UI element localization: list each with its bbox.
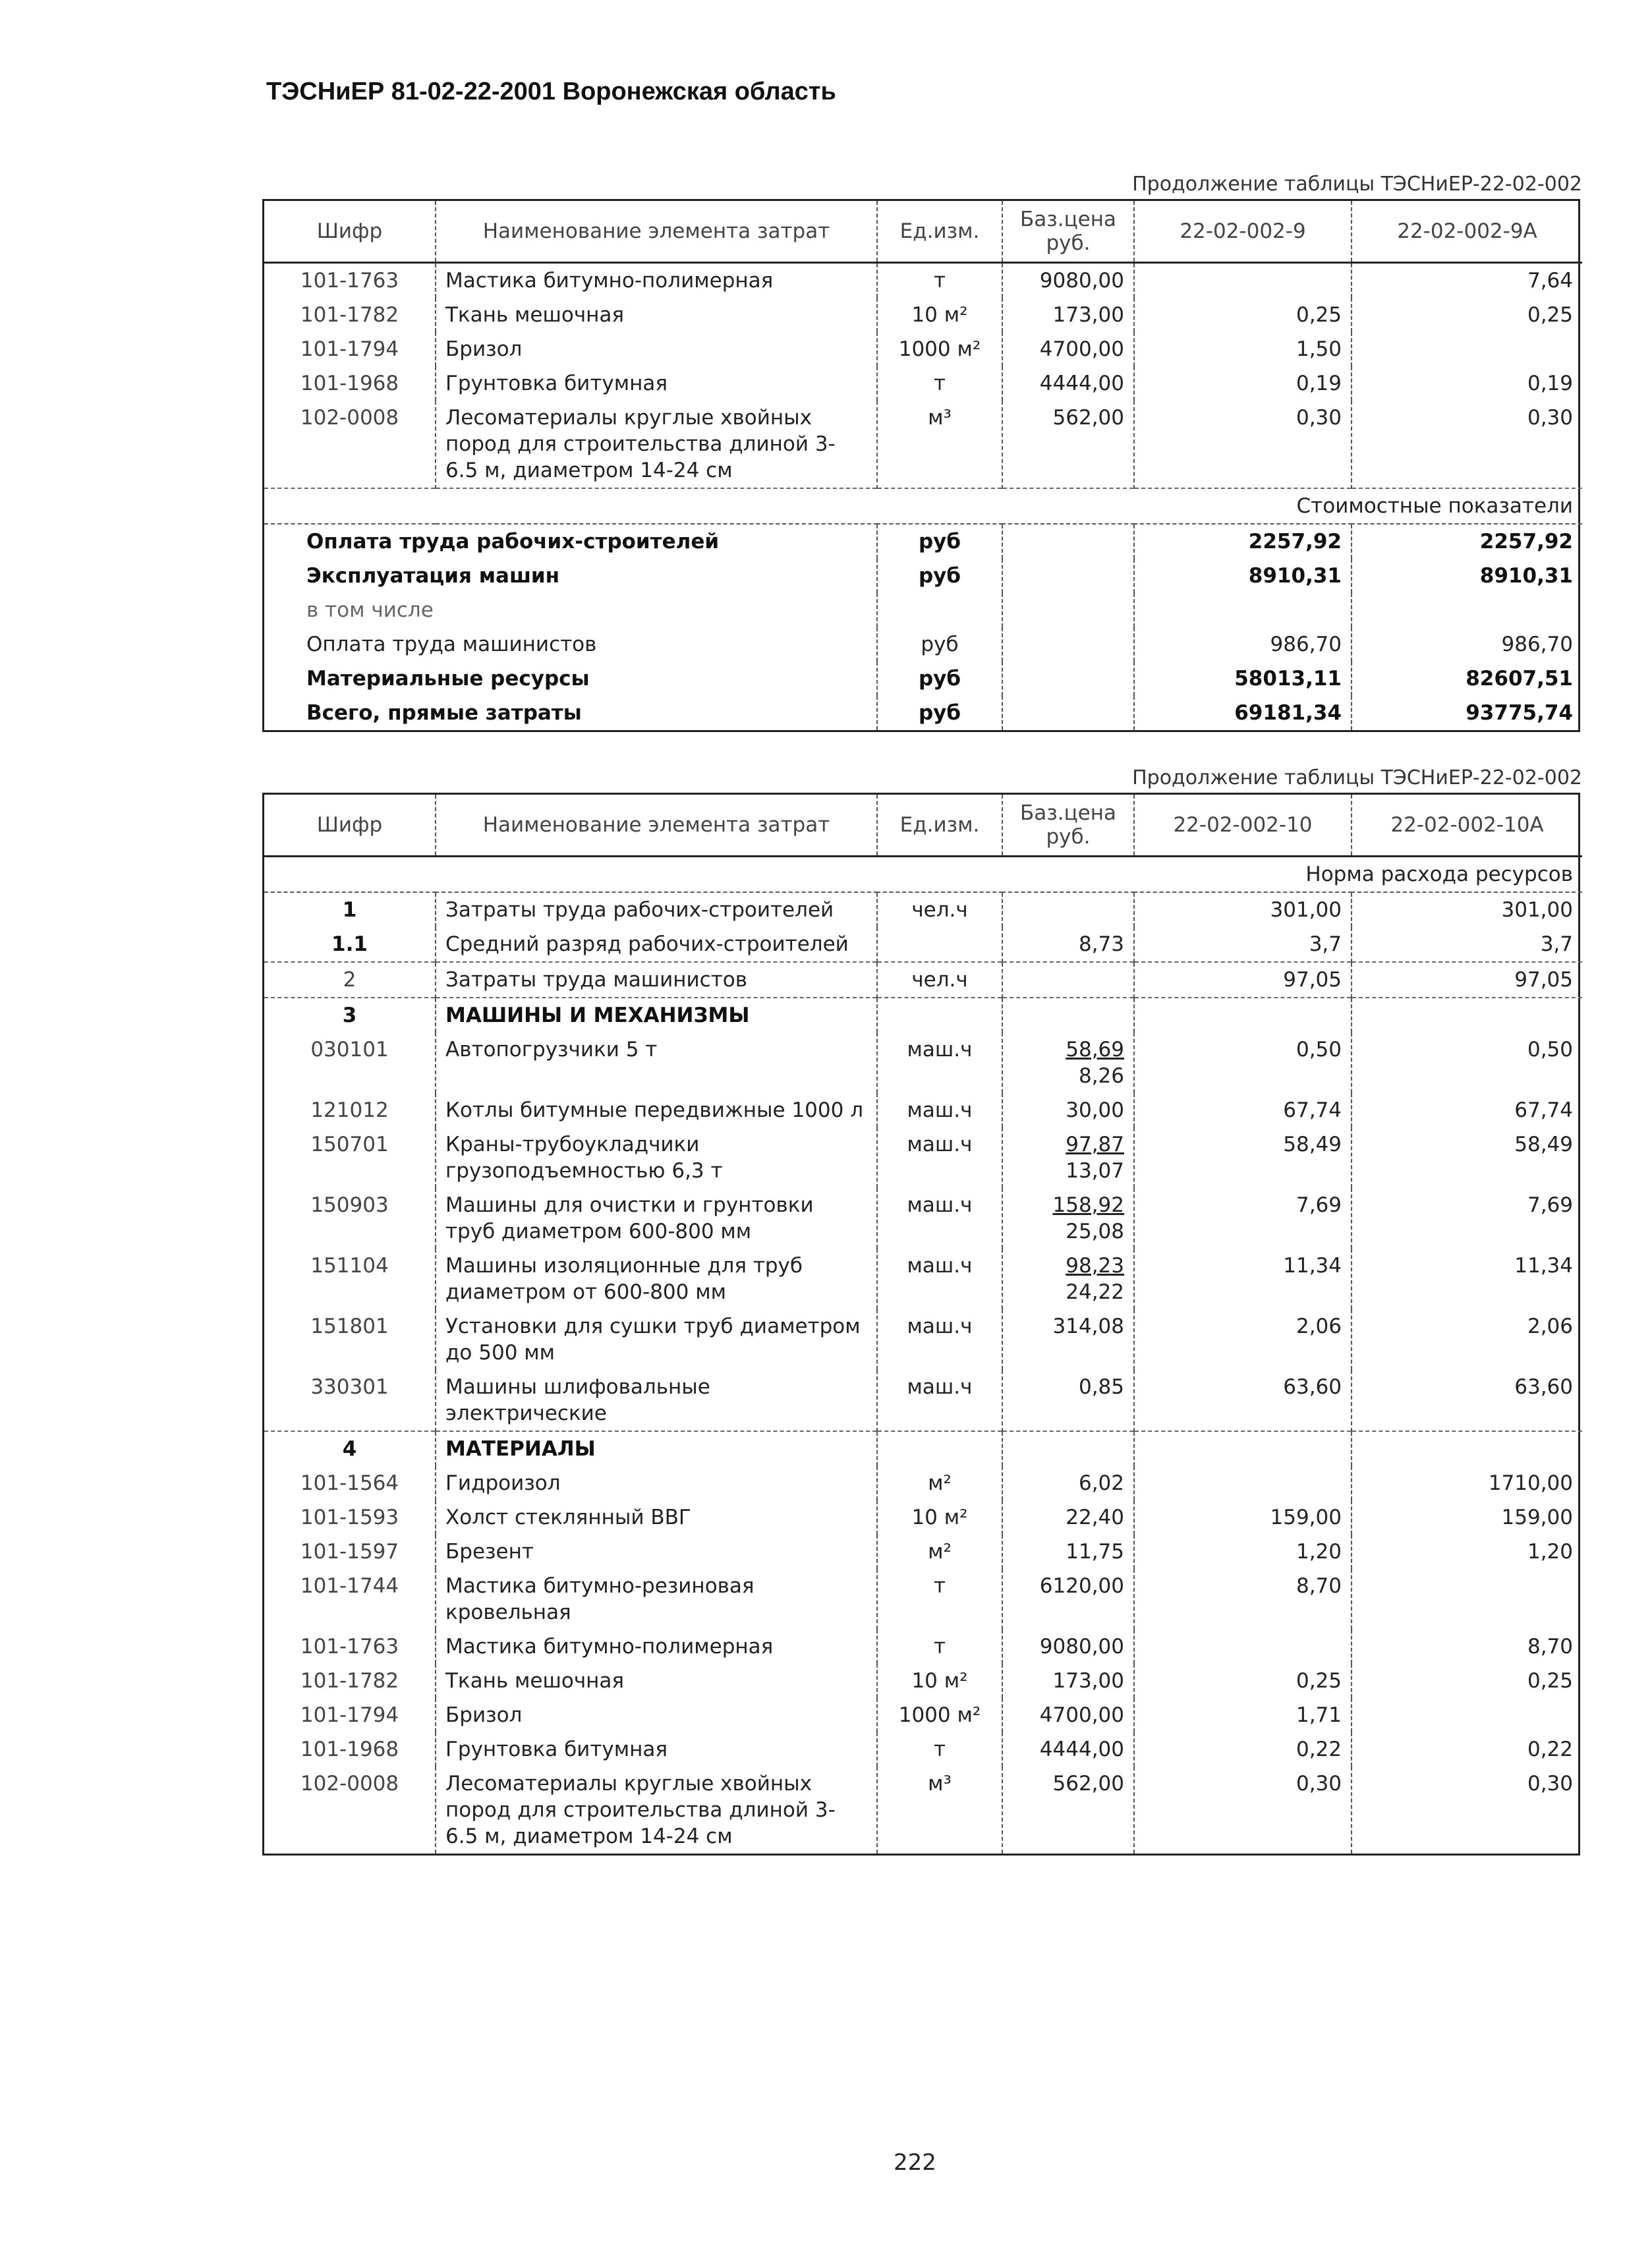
header-unit: Ед.изм. (877, 201, 1002, 263)
value-b-cell: 0,25 (1352, 1664, 1582, 1698)
value-b-cell: 7,69 (1352, 1188, 1582, 1249)
value-b-cell: 63,60 (1352, 1370, 1582, 1431)
header-base-price: Баз.цена руб. (1002, 795, 1134, 857)
empty-cell (1352, 1431, 1582, 1466)
base-price-cell (1002, 1249, 1134, 1309)
header-col-a: 22-02-002-10 (1134, 795, 1352, 857)
summary-name: Оплата труда рабочих-строителей (306, 530, 720, 553)
unit-cell: т (877, 1732, 1002, 1767)
header-base-price: Баз.цена руб. (1002, 201, 1134, 263)
table2-caption: Продолжение таблицы ТЭСНиЕР-22-02-002 (1132, 766, 1582, 789)
base-price: 8,73 (1002, 927, 1134, 962)
summary-value-b: 2257,92 (1352, 524, 1582, 559)
base-price: 30,00 (1002, 1093, 1134, 1127)
table-row (264, 332, 1582, 366)
name-cell: Бризол (436, 332, 877, 366)
unit-cell: т (877, 366, 1002, 401)
unit-cell: маш.ч (877, 1370, 1002, 1431)
name-cell: Средний разряд рабочих-строителей (436, 927, 877, 962)
value-b-cell: 301,00 (1352, 892, 1582, 927)
value-b-cell: 1710,00 (1352, 1466, 1582, 1500)
empty-cell (877, 1431, 1002, 1466)
value-a-cell (1134, 263, 1352, 298)
machinist-price: 13,07 (1066, 1159, 1124, 1183)
unit-cell: маш.ч (877, 1033, 1002, 1093)
value-b-cell: 0,25 (1352, 298, 1582, 332)
unit-cell: 1000 м² (877, 1698, 1002, 1732)
section-row (264, 488, 1582, 524)
name-cell: Мастика битумно-полимерная (436, 263, 877, 298)
summary-row (264, 524, 1582, 559)
value-a-cell: 7,69 (1134, 1188, 1352, 1249)
value-a-cell: 63,60 (1134, 1370, 1352, 1431)
group-header-row (264, 1431, 1582, 1466)
unit-cell: маш.ч (877, 1093, 1002, 1127)
section-label: Норма расхода ресурсов (264, 857, 1582, 893)
name-cell: Установки для сушки труб диаметром до 500 мм (436, 1309, 877, 1370)
summary-empty (1002, 696, 1134, 730)
code-cell: 102-0008 (300, 1772, 399, 1796)
value-b-cell: 7,64 (1352, 263, 1582, 298)
name-cell: Ткань мешочная (436, 1664, 877, 1698)
summary-value-b: 8910,31 (1352, 559, 1582, 593)
code-cell: 101-1782 (300, 303, 399, 327)
value-a-cell: 0,19 (1134, 366, 1352, 401)
table-row (264, 401, 1582, 488)
value-b-cell: 97,05 (1352, 962, 1582, 998)
value-a-cell: 159,00 (1134, 1500, 1352, 1535)
table-row (264, 1127, 1582, 1188)
summary-value-a: 2257,92 (1134, 524, 1352, 559)
table-row (264, 1249, 1582, 1309)
unit-cell: т (877, 1569, 1002, 1630)
summary-empty (1002, 524, 1134, 559)
table-row (264, 1033, 1582, 1093)
section-label: Стоимостные показатели (264, 488, 1582, 524)
value-b-cell (1352, 1698, 1582, 1732)
unit-cell: м³ (877, 401, 1002, 488)
value-a-cell: 1,20 (1134, 1535, 1352, 1569)
base-price: 0,85 (1002, 1370, 1134, 1431)
base-price: 58,69 (1066, 1038, 1124, 1062)
summary-name: Оплата труда машинистов (306, 633, 597, 656)
value-a-cell: 97,05 (1134, 962, 1352, 998)
group-code: 3 (264, 998, 436, 1033)
value-b-cell: 0,30 (1352, 1767, 1582, 1854)
value-a-cell: 58,49 (1134, 1127, 1352, 1188)
summary-unit: руб (877, 696, 1002, 730)
value-b-cell: 0,22 (1352, 1732, 1582, 1767)
value-a-cell: 0,30 (1134, 1767, 1352, 1854)
unit-cell: маш.ч (877, 1127, 1002, 1188)
code-cell: 151801 (310, 1315, 389, 1338)
machinist-price: 25,08 (1066, 1220, 1124, 1243)
table-row (264, 1093, 1582, 1127)
value-a-cell: 0,25 (1134, 298, 1352, 332)
table-row (264, 366, 1582, 401)
header-col-a: 22-02-002-9 (1134, 201, 1352, 263)
base-price: 158,92 (1052, 1193, 1124, 1217)
code-cell: 101-1782 (300, 1669, 399, 1693)
code-cell: 101-1968 (300, 372, 399, 395)
name-cell: Грунтовка битумная (436, 1732, 877, 1767)
unit-cell: т (877, 1630, 1002, 1664)
summary-row (264, 627, 1582, 662)
value-b-cell: 0,30 (1352, 401, 1582, 488)
value-a-cell: 2,06 (1134, 1309, 1352, 1370)
value-b-cell: 2,06 (1352, 1309, 1582, 1370)
value-b-cell: 0,50 (1352, 1033, 1582, 1093)
summary-value-b (1352, 593, 1582, 627)
base-price: 4444,00 (1002, 1732, 1134, 1767)
value-a-cell: 8,70 (1134, 1569, 1352, 1630)
unit-cell: 10 м² (877, 298, 1002, 332)
code-cell: 101-1968 (300, 1738, 399, 1761)
base-price-cell (1002, 1127, 1134, 1188)
base-price: 9080,00 (1002, 1630, 1134, 1664)
summary-value-b: 82607,51 (1352, 662, 1582, 696)
table-row (264, 962, 1582, 998)
empty-cell (1134, 998, 1352, 1033)
code-cell: 2 (264, 962, 436, 998)
base-price: 98,23 (1066, 1254, 1124, 1278)
header-name: Наименование элемента затрат (436, 795, 877, 857)
table1-header-row (264, 201, 1582, 263)
code-cell: 101-1593 (300, 1506, 399, 1529)
code-cell: 151104 (310, 1254, 389, 1278)
code-cell: 101-1564 (300, 1471, 399, 1495)
summary-name: Всего, прямые затраты (306, 701, 582, 725)
base-price: 173,00 (1002, 298, 1134, 332)
base-price-cell (1002, 1033, 1134, 1093)
unit-cell: маш.ч (877, 1188, 1002, 1249)
table-row (264, 1535, 1582, 1569)
header-unit: Ед.изм. (877, 795, 1002, 857)
section-row (264, 857, 1582, 893)
value-b-cell: 58,49 (1352, 1127, 1582, 1188)
table2-header-row (264, 795, 1582, 857)
table-row (264, 1664, 1582, 1698)
code-cell: 101-1794 (300, 337, 399, 361)
name-cell: Затраты труда рабочих-строителей (436, 892, 877, 927)
table-row (264, 927, 1582, 962)
table-row (264, 1466, 1582, 1500)
table-row (264, 298, 1582, 332)
name-cell: Мастика битумно-полимерная (436, 1630, 877, 1664)
base-price: 11,75 (1002, 1535, 1134, 1569)
group-code: 4 (264, 1431, 436, 1466)
code-cell: 030101 (310, 1038, 389, 1062)
group-name: МАТЕРИАЛЫ (436, 1431, 877, 1466)
code-cell: 102-0008 (300, 406, 399, 430)
value-a-cell: 3,7 (1134, 927, 1352, 962)
summary-empty (1002, 593, 1134, 627)
group-header-row (264, 998, 1582, 1033)
base-price: 562,00 (1002, 401, 1134, 488)
unit-cell: м² (877, 1535, 1002, 1569)
code-cell: 150701 (310, 1133, 389, 1156)
table-row (264, 1309, 1582, 1370)
table-row (264, 263, 1582, 298)
empty-cell (1134, 1431, 1352, 1466)
unit-cell: 1000 м² (877, 332, 1002, 366)
value-b-cell: 3,7 (1352, 927, 1582, 962)
summary-name: Материальные ресурсы (306, 667, 590, 691)
table-row (264, 1630, 1582, 1664)
base-price (1002, 892, 1134, 927)
value-a-cell (1134, 1630, 1352, 1664)
summary-empty (1002, 662, 1134, 696)
base-price-cell (1002, 1188, 1134, 1249)
unit-cell: маш.ч (877, 1309, 1002, 1370)
value-a-cell: 67,74 (1134, 1093, 1352, 1127)
header-name: Наименование элемента затрат (436, 201, 877, 263)
name-cell: Машины шлифовальные электрические (436, 1370, 877, 1431)
unit-cell: маш.ч (877, 1249, 1002, 1309)
summary-value-a (1134, 593, 1352, 627)
base-price: 22,40 (1002, 1500, 1134, 1535)
name-cell: Бризол (436, 1698, 877, 1732)
empty-cell (877, 998, 1002, 1033)
value-a-cell: 0,25 (1134, 1664, 1352, 1698)
name-cell: Краны-трубоукладчики грузоподъемностью 6,3 т (436, 1127, 877, 1188)
base-price: 562,00 (1002, 1767, 1134, 1854)
unit-cell: чел.ч (877, 962, 1002, 998)
base-price: 173,00 (1002, 1664, 1134, 1698)
base-price: 4444,00 (1002, 366, 1134, 401)
code-cell: 1.1 (331, 932, 368, 956)
value-a-cell (1134, 1466, 1352, 1500)
value-a-cell: 0,22 (1134, 1732, 1352, 1767)
summary-empty (1002, 627, 1134, 662)
value-a-cell: 0,30 (1134, 401, 1352, 488)
table-row (264, 1698, 1582, 1732)
unit-cell: м² (877, 1466, 1002, 1500)
table1-caption: Продолжение таблицы ТЭСНиЕР-22-02-002 (1132, 173, 1582, 196)
base-price: 314,08 (1002, 1309, 1134, 1370)
header-col-b: 22-02-002-10А (1352, 795, 1582, 857)
summary-unit: руб (877, 662, 1002, 696)
code-cell: 101-1744 (300, 1574, 399, 1598)
empty-cell (1002, 998, 1134, 1033)
document-title: ТЭСНиЕР 81-02-22-2001 Воронежская область (266, 78, 836, 105)
summary-row (264, 662, 1582, 696)
value-a-cell: 0,50 (1134, 1033, 1352, 1093)
value-b-cell: 11,34 (1352, 1249, 1582, 1309)
name-cell: Гидроизол (436, 1466, 877, 1500)
base-price (1002, 962, 1134, 998)
base-price: 6120,00 (1002, 1569, 1134, 1630)
table-row (264, 1569, 1582, 1630)
unit-cell: т (877, 263, 1002, 298)
base-price: 4700,00 (1002, 332, 1134, 366)
code-cell: 101-1794 (300, 1703, 399, 1727)
value-b-cell: 67,74 (1352, 1093, 1582, 1127)
summary-value-b: 93775,74 (1352, 696, 1582, 730)
base-price: 4700,00 (1002, 1698, 1134, 1732)
name-cell: Холст стеклянный ВВГ (436, 1500, 877, 1535)
value-a-cell: 1,71 (1134, 1698, 1352, 1732)
name-cell: Грунтовка битумная (436, 366, 877, 401)
summary-value-b: 986,70 (1352, 627, 1582, 662)
code-cell: 1 (342, 898, 357, 922)
unit-cell: м³ (877, 1767, 1002, 1854)
name-cell: Мастика битумно-резиновая кровельная (436, 1569, 877, 1630)
table-row (264, 892, 1582, 927)
name-cell: Котлы битумные передвижные 1000 л (436, 1093, 877, 1127)
summary-value-a: 8910,31 (1134, 559, 1352, 593)
base-price: 97,87 (1066, 1133, 1124, 1156)
summary-value-a: 986,70 (1134, 627, 1352, 662)
name-cell: Машины для очистки и грунтовки труб диаметром 600-800 мм (436, 1188, 877, 1249)
summary-unit (877, 593, 1002, 627)
summary-unit: руб (877, 524, 1002, 559)
table-row (264, 1500, 1582, 1535)
value-b-cell: 8,70 (1352, 1630, 1582, 1664)
unit-cell: 10 м² (877, 1500, 1002, 1535)
header-code: Шифр (316, 219, 383, 243)
machinist-price: 24,22 (1066, 1280, 1124, 1304)
base-price: 9080,00 (1002, 263, 1134, 298)
summary-name: Эксплуатация машин (306, 564, 560, 588)
unit-cell: чел.ч (877, 892, 1002, 927)
header-col-b: 22-02-002-9А (1352, 201, 1582, 263)
code-cell: 150903 (310, 1193, 389, 1217)
table2 (262, 793, 1580, 1856)
code-cell: 101-1763 (300, 1635, 399, 1658)
table-row (264, 1370, 1582, 1431)
code-cell: 101-1597 (300, 1540, 399, 1564)
name-cell: Лесоматериалы круглые хвойных пород для строительства длиной 3-6.5 м, диаметром 14-24 см (436, 1767, 877, 1854)
table-row (264, 1188, 1582, 1249)
value-b-cell (1352, 1569, 1582, 1630)
summary-name: в том числе (306, 598, 434, 622)
unit-cell (877, 927, 1002, 962)
value-a-cell: 11,34 (1134, 1249, 1352, 1309)
empty-cell (1352, 998, 1582, 1033)
code-cell: 101-1763 (300, 269, 399, 293)
base-price: 6,02 (1002, 1466, 1134, 1500)
machinist-price: 8,26 (1078, 1064, 1124, 1088)
table-row (264, 1767, 1582, 1854)
summary-value-a: 69181,34 (1134, 696, 1352, 730)
group-name: МАШИНЫ И МЕХАНИЗМЫ (436, 998, 877, 1033)
empty-cell (1002, 1431, 1134, 1466)
summary-row (264, 593, 1582, 627)
summary-unit: руб (877, 627, 1002, 662)
page-number: 222 (894, 2149, 936, 2176)
code-cell: 330301 (310, 1375, 389, 1399)
name-cell: Автопогрузчики 5 т (436, 1033, 877, 1093)
name-cell: Ткань мешочная (436, 298, 877, 332)
name-cell: Лесоматериалы круглые хвойных пород для строительства длиной 3-6.5 м, диаметром 14-24 см (436, 401, 877, 488)
summary-row (264, 559, 1582, 593)
summary-value-a: 58013,11 (1134, 662, 1352, 696)
summary-row (264, 696, 1582, 730)
value-a-cell: 1,50 (1134, 332, 1352, 366)
name-cell: Затраты труда машинистов (436, 962, 877, 998)
value-b-cell: 0,19 (1352, 366, 1582, 401)
name-cell: Машины изоляционные для труб диаметром от 600-800 мм (436, 1249, 877, 1309)
name-cell: Брезент (436, 1535, 877, 1569)
unit-cell: 10 м² (877, 1664, 1002, 1698)
value-a-cell: 301,00 (1134, 892, 1352, 927)
table1 (262, 199, 1580, 732)
header-code: Шифр (316, 813, 383, 837)
value-b-cell (1352, 332, 1582, 366)
value-b-cell: 159,00 (1352, 1500, 1582, 1535)
value-b-cell: 1,20 (1352, 1535, 1582, 1569)
table-row (264, 1732, 1582, 1767)
summary-unit: руб (877, 559, 1002, 593)
code-cell: 121012 (310, 1098, 389, 1122)
summary-empty (1002, 559, 1134, 593)
